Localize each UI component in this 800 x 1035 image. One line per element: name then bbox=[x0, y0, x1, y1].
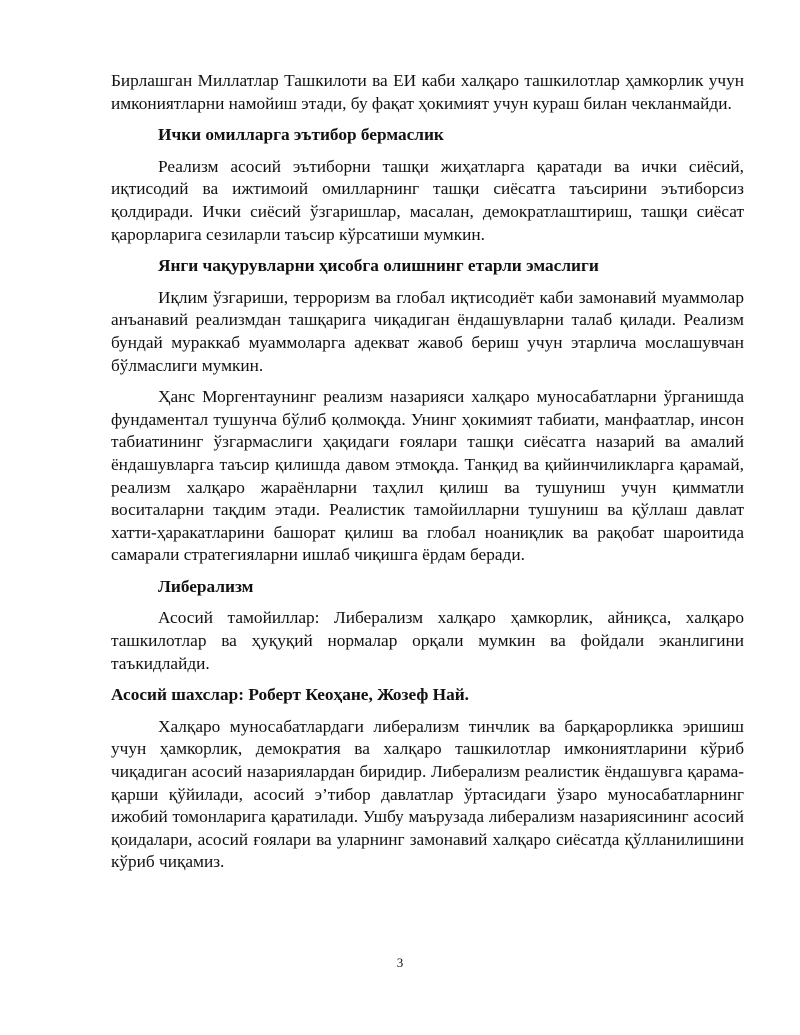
paragraph-liberalism-principles: Асосий тамойиллар: Либерализм халқаро ҳамкорлик, айниқса, халқаро ташкилотлар ва ҳуқуқий нормалар орқали мумкин ва фойдали эканлигини таъкидлайди. bbox=[111, 608, 744, 673]
paragraph-liberalism-overview: Халқаро муносабатлардаги либерализм тинчлик ва барқарорликка эришиш учун ҳамкорлик, демократия ва халқаро ташкилотлар имкониятларини кўриб чиқадиган асосий назариялардан биридир. Либерализм реалистик ёндашувга қарама-қарши қўйилади, асосий э’тибор давлатлар ўртасидаги ўзаро муносабатларнинг ижобий томонларига қаратилади. Ушбу маърузада либерализм назариясининг асосий қоидалари, асосий ғоялари ва уларнинг замонавий халқаро сиёсатда қўлланилишини кўриб чиқамиз. bbox=[111, 716, 744, 872]
paragraph-intro-continuation: Бирлашган Миллатлар Ташкилоти ва ЕИ каби халқаро ташкилотлар ҳамкорлик учун имкониятларни намойиш этади, бу фақат ҳокимият учун кураш билан чекланмайди. bbox=[111, 71, 744, 113]
paragraph-new-challenges: Иқлим ўзгариши, терроризм ва глобал иқтисодиёт каби замонавий муаммолар анъанавий реализмдан ташқарига чиқадиган ёндашувларни талаб қилади. Реализм бундай мураккаб муаммоларга адекват жавоб бериш учун этарлича мослашувчан бўлмаслиги мумкин. bbox=[111, 287, 744, 375]
section-heading-new-challenges: Янги чақурувларни ҳисобга олишнинг етарли эмаслиги bbox=[158, 256, 599, 276]
document-page bbox=[111, 70, 744, 883]
section-heading-internal-factors: Ички омилларга эътибор бермаслик bbox=[158, 125, 444, 145]
section-heading-liberalism: Либерализм bbox=[158, 576, 254, 596]
paragraph-morgenthau-conclusion: Ҳанс Моргентаунинг реализм назарияси халқаро муносабатларни ўрганишда фундаментал тушунча бўлиб қолмоқда. Унинг ҳокимият табиати, манфаатлар, инсон табиатининг ўзгармаслиги ҳақидаги ғоялари ташқи сиёсатга назарий ва амалий ёндашувларга таъсир қилишда давом этмоқда. Танқид ва қийинчиликларга қарамай, реализм халқаро жараёнларни таҳлил қилиш ва тушуниш учун қимматли воситаларни тақдим этади. Реалистик тамойилларни тушуниш ва қўллаш давлат хатти-ҳаракатларини башорат қилиш ва глобал ноаниқлик ва рақобат шароитида самарали стратегияларни ишлаб чиқишга ёрдам беради. bbox=[111, 387, 744, 565]
key-figures-heading: Асосий шахслар: Роберт Кеоҳане, Жозеф Най. bbox=[111, 685, 469, 705]
page-number: 3 bbox=[396, 955, 404, 970]
paragraph-internal-factors: Реализм асосий эътиборни ташқи жиҳатларга қаратади ва ички сиёсий, иқтисодий ва ижтимоий омилларнинг ташқи сиёсатга таъсирини эътиборсиз қолдиради. Ички сиёсий ўзгаришлар, масалан, демократлаштириш, ташқи сиёсат қарорларига сезиларли таъсир кўрсатиши мумкин. bbox=[111, 156, 744, 244]
